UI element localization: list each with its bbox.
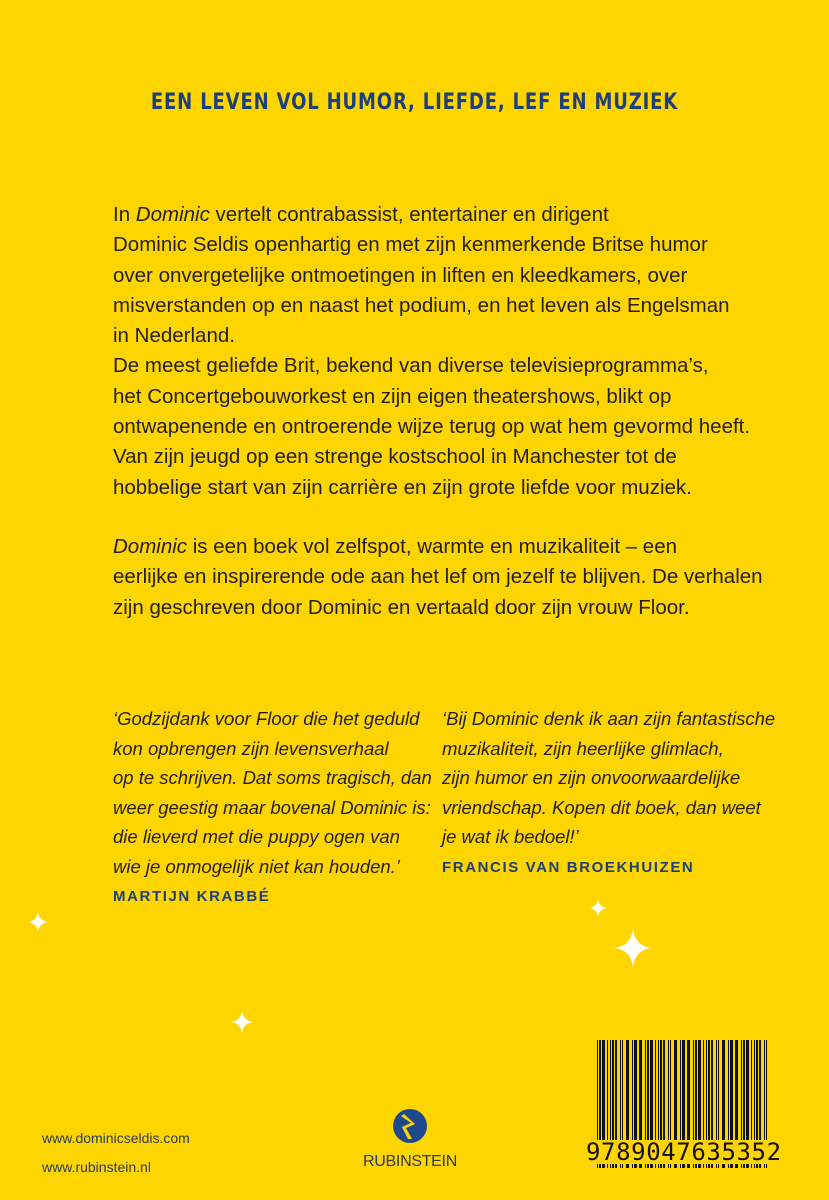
quote-line: weer geestig maar bovenal Dominic is:	[113, 796, 431, 818]
blurb-line	[113, 351, 763, 381]
blurb-line	[113, 291, 763, 321]
author-website-link[interactable]: www.dominicseldis.com	[42, 1130, 190, 1146]
publisher-website-link[interactable]: www.rubinstein.nl	[42, 1159, 151, 1175]
quote-line: wie je onmogelijk niet kan houden.’	[113, 855, 400, 877]
blurb-text-segment: In	[113, 203, 136, 226]
quote-line: ‘Godzijdank voor Floor die het geduld	[113, 708, 420, 729]
blurb-text-segment: in Nederland.	[113, 324, 235, 348]
blurb-line	[113, 200, 763, 230]
quote-line: die lieverd met die puppy ogen van	[113, 826, 400, 847]
quote-line: zijn humor en zijn onvoorwaardelijke	[442, 767, 741, 788]
blurb-text-segment: is een boek vol zelfspot, warmte en muzikaliteit – een	[187, 534, 678, 558]
blurb-line	[113, 230, 763, 260]
quote-author: FRANCIS VAN BROEKHUIZEN	[442, 858, 695, 876]
blurb-text-segment: eerlijke en inspirerende ode aan het lef om jezelf te blijven. De verhalen	[113, 565, 763, 589]
blurb-text-segment: misverstanden op en naast het podium, en het leven als Engelsman	[113, 293, 730, 317]
blurb-text	[113, 200, 763, 623]
book-title-italic: Dominic	[113, 534, 188, 558]
blurb-text-segment: ontwapenende en ontroerende wijze terug op wat hem gevormd heeft.	[113, 415, 751, 439]
quote-line: vriendschap. Kopen dit boek, dan weet	[442, 796, 761, 818]
sparkle-icon	[231, 1011, 253, 1033]
blurb-line	[113, 261, 763, 291]
blurb-text-segment: over onvergetelijke ontmoetingen in liften en kleedkamers, over	[113, 263, 688, 287]
blurb-line	[113, 473, 763, 503]
tagline-heading: EEN LEVEN VOL HUMOR, LIEFDE, LEF EN MUZIEK	[150, 90, 679, 115]
blurb-text-segment: vertelt contrabassist, entertainer en dirigent	[209, 203, 609, 226]
book-title-italic: Dominic	[135, 203, 210, 226]
quote-line: je wat ik bedoel!’	[442, 826, 579, 847]
blurb-text-segment: het Concertgebouworkest en zijn eigen theatershows, blikt op	[113, 384, 672, 408]
blurb-line	[113, 532, 763, 562]
quote-line: kon opbrengen zijn levensverhaal	[113, 737, 389, 759]
blurb-line	[113, 593, 763, 623]
blurb-line	[113, 321, 763, 351]
blurb-line	[113, 382, 763, 412]
sparkle-icon	[589, 899, 607, 917]
sparkle-icon	[614, 928, 652, 968]
quote-martijn-krabbe	[113, 704, 432, 912]
paragraph-gap	[113, 503, 763, 532]
blurb-text-segment: De meest geliefde Brit, bekend van diverse televisieprogramma’s,	[113, 354, 709, 378]
website-links	[42, 1124, 190, 1182]
isbn-number: 9789047635352	[583, 1140, 785, 1164]
quote-line: muzikaliteit, zijn heerlijke glimlach,	[442, 737, 724, 759]
blurb-line	[113, 412, 763, 442]
blurb-line	[113, 442, 763, 472]
blurb-text-segment: Dominic Seldis openhartig en met zijn kenmerkende Britse humor	[113, 233, 708, 257]
blurb-text-segment: zijn geschreven door Dominic en vertaald door zijn vrouw Floor.	[113, 595, 690, 619]
publisher-name: RUBINSTEIN	[363, 1153, 457, 1170]
publisher-logo	[352, 1108, 468, 1171]
quote-author: MARTIJN KRABBÉ	[113, 888, 271, 905]
quote-line: op te schrijven. Dat soms tragisch, dan	[113, 767, 432, 788]
quote-line: ‘Bij Dominic denk ik aan zijn fantastische	[442, 708, 776, 729]
blurb-line	[113, 562, 763, 592]
blurb-text-segment: hobbelige start van zijn carrière en zijn grote liefde voor muziek.	[113, 475, 692, 499]
quote-francis-van-broekhuizen	[442, 704, 775, 882]
sparkle-icon	[28, 912, 48, 932]
blurb-text-segment: Van zijn jeugd op een strenge kostschool in Manchester tot de	[113, 445, 677, 469]
rubinstein-logo-icon	[392, 1108, 428, 1144]
